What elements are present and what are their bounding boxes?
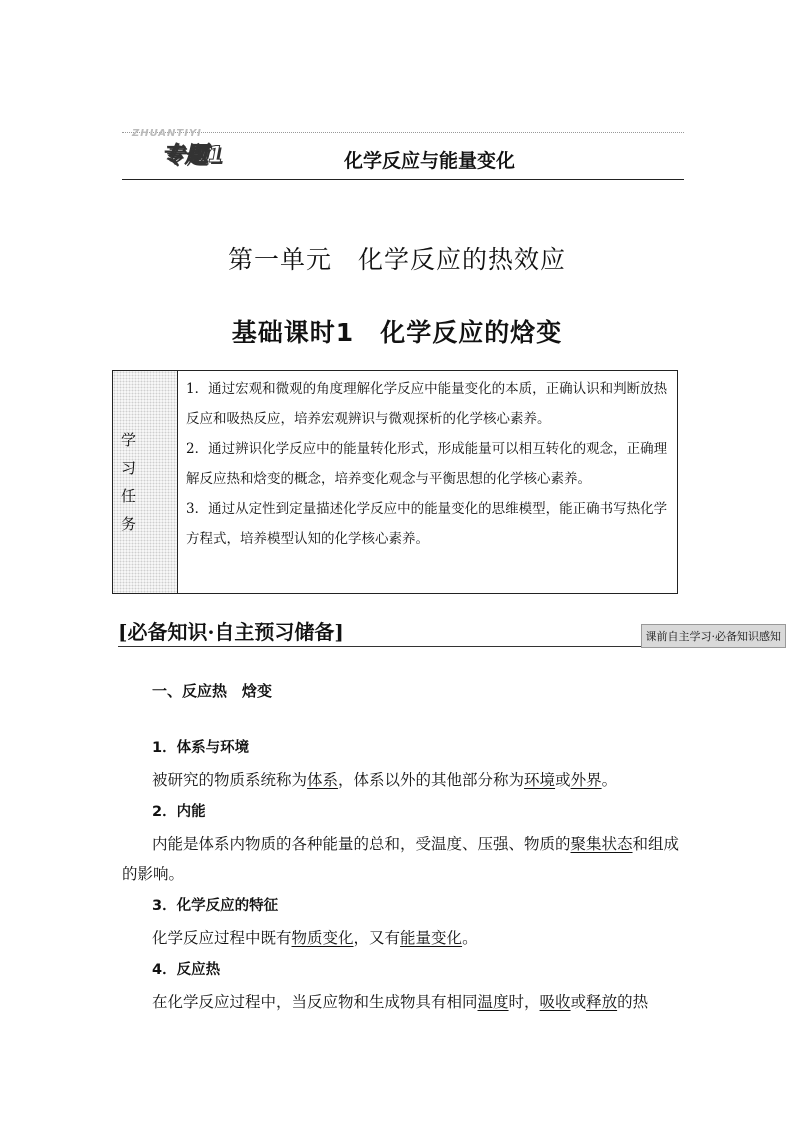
answer-blank: 物质变化 — [291, 929, 354, 947]
paragraph-reaction-features: 化学反应过程中既有物质变化，又有能量变化。 — [152, 929, 478, 947]
paragraph-system-environment: 被研究的物质系统称为体系，体系以外的其他部分称为环境或外界。 — [152, 771, 618, 789]
subheading-internal-energy: 2．内能 — [152, 804, 206, 820]
chapter-header — [122, 128, 684, 180]
header-topic: 化学反应与能量变化 — [344, 150, 516, 172]
learning-tasks-table — [112, 370, 678, 594]
answer-blank: 温度 — [477, 993, 509, 1011]
unit-title: 第一单元 化学反应的热效应 — [227, 245, 566, 274]
header-dotted-line — [122, 132, 684, 133]
task-item: 1．通过宏观和微观的角度理解化学反应中能量变化的本质，正确认识和判断放热反应和吸热反应，培养宏观辨识与微观探析的化学核心素养。 — [186, 381, 668, 427]
header-chapter-label: 专题1 — [162, 143, 225, 168]
header-pinyin: ZHUANTIYI — [132, 128, 202, 139]
answer-blank: 能量变化 — [400, 929, 463, 947]
answer-blank: 释放 — [586, 993, 618, 1011]
header-rule — [122, 179, 684, 180]
answer-blank: 环境 — [524, 771, 556, 789]
learning-tasks-list — [178, 371, 677, 593]
section-heading: 一、反应热 焓变 — [152, 682, 273, 700]
answer-blank: 外界 — [570, 771, 602, 789]
subheading-system-environment: 1．体系与环境 — [152, 740, 250, 756]
answer-blank: 体系 — [307, 771, 339, 789]
task-heading-line1: 学 习 — [121, 431, 145, 477]
body-content — [122, 680, 682, 1021]
answer-blank: 聚集状态 — [570, 835, 633, 853]
task-item: 3．通过从定性到定量描述化学反应中的能量变化的思维模型，能正确书写热化学方程式，培养模型认知的化学核心素养。 — [186, 501, 668, 547]
subheading-reaction-heat: 4．反应热 — [152, 962, 221, 978]
subheading-reaction-features: 3．化学反应的特征 — [152, 898, 279, 914]
task-item: 2．通过辨识化学反应中的能量转化形式，形成能量可以相互转化的观念，正确理解反应热和焓变的概念，培养变化观念与平衡思想的化学核心素养。 — [186, 441, 668, 487]
paragraph-reaction-heat: 在化学反应过程中，当反应物和生成物具有相同温度时，吸收或释放的热 — [152, 993, 649, 1011]
answer-blank: 吸收 — [539, 993, 571, 1011]
section-title: [必备知识·自主预习储备] — [118, 620, 344, 644]
task-heading-line2: 任 务 — [121, 487, 145, 533]
section-tag: 课前自主学习·必备知识感知 — [641, 624, 787, 648]
lesson-title: 基础课时1 化学反应的焓变 — [231, 318, 563, 347]
learning-tasks-heading — [113, 371, 178, 593]
paragraph-internal-energy: 内能是体系内物质的各种能量的总和，受温度、压强、物质的聚集状态和组成的影响。 — [122, 835, 680, 883]
section-banner — [118, 614, 786, 647]
